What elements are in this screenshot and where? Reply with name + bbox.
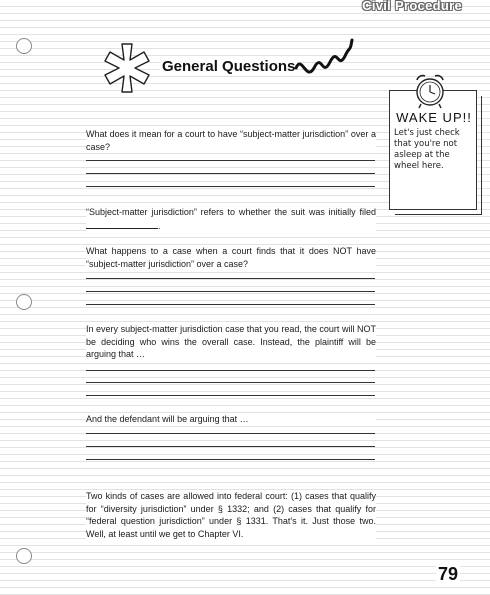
alarm-clock-icon (412, 72, 448, 110)
answer-line[interactable] (86, 459, 375, 460)
answer-line[interactable] (86, 433, 375, 434)
question-5: And the defendant will be arguing that … (86, 413, 376, 426)
answer-line[interactable] (86, 186, 375, 187)
answer-line[interactable] (86, 382, 375, 383)
wake-up-title: WAKE UP!! (396, 110, 472, 125)
punch-hole-bottom (16, 548, 32, 564)
wake-up-text: Let's just check that you're not asleep at the wheel here. (394, 128, 460, 171)
question-1: What does it mean for a court to have “subject-matter jurisdiction” over a case? (86, 129, 376, 152)
answer-line[interactable] (86, 291, 375, 292)
question-2 (86, 206, 376, 232)
answer-line[interactable] (86, 304, 375, 305)
punch-hole-top (16, 38, 32, 54)
question-4: In every subject-matter jurisdiction case that you read, the court will NOT be deciding who wins the overall case. Instead, the plaintiff will be arguing that … (86, 324, 376, 359)
question-3: What happens to a case when a court finds that it does NOT have “subject-matter jurisdiction” over a case? (86, 246, 376, 269)
fill-in-blank[interactable] (86, 219, 158, 229)
answer-line[interactable] (86, 370, 375, 371)
answer-line[interactable] (86, 446, 375, 447)
answer-line[interactable] (86, 160, 375, 161)
closing-note: Two kinds of cases are allowed into federal court: (1) cases that qualify for “diversity jurisdiction” under § 1332; and (2) cases that qualify for “federal question jurisdiction” under § 1331. That's it. Just those two. Well, at least until we get to Chapter VI. (86, 491, 376, 539)
header-title: Civil Procedure (362, 0, 462, 13)
section-title: General Questions (162, 58, 296, 75)
punch-hole-middle (16, 294, 32, 310)
question-2-text: “Subject-matter jurisdiction” refers to whether the suit was initially filed (86, 207, 376, 217)
asterisk-doodle-icon (100, 42, 154, 94)
answer-line[interactable] (86, 173, 375, 174)
answer-line[interactable] (86, 278, 375, 279)
page-number: 79 (437, 564, 458, 584)
answer-line[interactable] (86, 395, 375, 396)
question-2-end: . (158, 220, 161, 231)
squiggle-doodle-icon (292, 32, 354, 84)
